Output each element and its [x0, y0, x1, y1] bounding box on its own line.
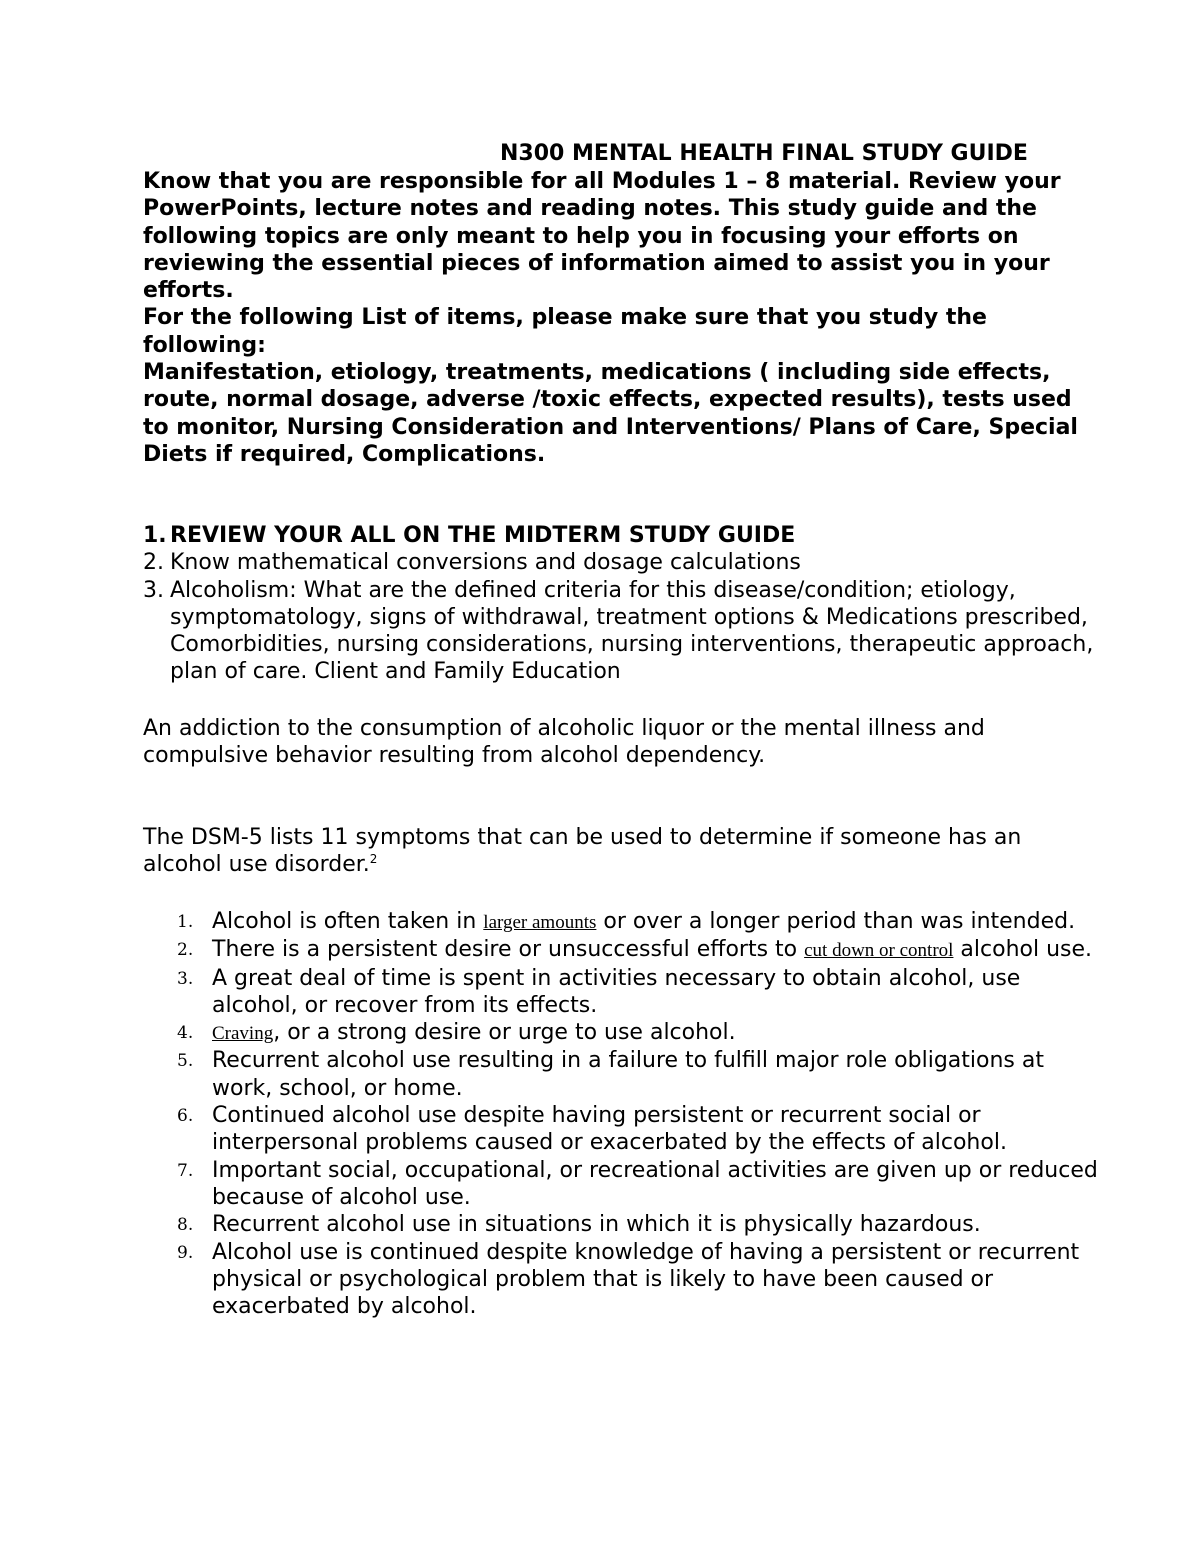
- symptom-number: 1.: [177, 912, 194, 932]
- symptom-number: 5.: [177, 1051, 194, 1072]
- topic-number: 1.: [143, 523, 167, 548]
- symptom-number: 9.: [177, 1242, 194, 1263]
- alcoholism-definition: An addiction to the consumption of alcoholic liquor or the mental illness and compulsive behavior resulting from alcohol dependency.: [143, 716, 985, 769]
- topic-text: REVIEW YOUR ALL ON THE MIDTERM STUDY GUIDE: [170, 523, 796, 548]
- symptom-item: [0, 936, 1100, 964]
- dsm-intro-text: The DSM-5 lists 11 symptoms that can be used to determine if someone has an alcohol use disorder.: [143, 825, 1022, 878]
- symptom-text-post: , or a strong desire or urge to use alcohol.: [273, 1020, 736, 1046]
- symptom-number: 6.: [177, 1106, 194, 1127]
- symptom-item: [0, 965, 1100, 1020]
- document-title: N300 MENTAL HEALTH FINAL STUDY GUIDE: [500, 141, 1028, 166]
- symptom-number: 4.: [177, 1023, 194, 1044]
- symptom-text: Recurrent alcohol use in situations in which it is physically hazardous.: [212, 1212, 981, 1238]
- topic-item: [143, 522, 1103, 549]
- topic-item: [143, 549, 1103, 576]
- symptom-number: 7.: [177, 1160, 194, 1181]
- symptom-number: 2.: [177, 940, 194, 961]
- symptom-link-larger-amounts[interactable]: larger amounts: [483, 912, 597, 933]
- topic-text: Alcoholism: What are the defined criteria for this disease/condition; etiology, symptomatology, signs of withdrawal, treatment options & Medications prescribed, Comorbidities, nursing considerations, nursing interventions, therapeutic approach, plan of care. Client and Family Education: [170, 577, 1094, 685]
- topic-item: [143, 577, 1103, 686]
- symptom-item: [0, 1019, 1100, 1047]
- symptom-text: Important social, occupational, or recreational activities are given up or reduced because of alcohol use.: [212, 1157, 1098, 1210]
- symptom-text: Alcohol use is continued despite knowledge of having a persistent or recurrent physical or psychological problem that is likely to have been caused or exacerbated by alcohol.: [212, 1239, 1080, 1320]
- symptom-item: [0, 1047, 1100, 1102]
- symptom-text: Continued alcohol use despite having persistent or recurrent social or interpersonal problems caused or exacerbated by the effects of alcohol.: [212, 1103, 1007, 1156]
- symptom-text: A great deal of time is spent in activities necessary to obtain alcohol, use alcohol, or recover from its effects.: [212, 965, 1021, 1018]
- intro-paragraph-study-list: For the following List of items, please make sure that you study the following:: [143, 305, 987, 358]
- symptom-text: Recurrent alcohol use resulting in a failure to fulfill major role obligations at work, school, or home.: [212, 1048, 1044, 1101]
- topic-number: 3.: [143, 577, 164, 603]
- symptom-item: [0, 1239, 1100, 1321]
- symptom-text-pre: There is a persistent desire or unsuccessful efforts to: [212, 937, 805, 963]
- symptom-number: 3.: [177, 968, 194, 989]
- symptom-link-cut-down[interactable]: cut down or control: [804, 940, 954, 962]
- dsm-intro: [143, 824, 1103, 879]
- symptom-item: [0, 1157, 1100, 1212]
- dsm-symptoms-list: [0, 908, 1100, 1320]
- symptom-text-post: or over a longer period than was intended.: [596, 909, 1076, 934]
- symptom-text-post: alcohol use.: [953, 937, 1093, 963]
- intro-paragraph-responsibility: Know that you are responsible for all Modules 1 – 8 material. Review your PowerPoints, lecture notes and reading notes. This study guide and the following topics are only meant to help you in focusing your efforts on reviewing the essential pieces of information aimed to assist you in your efforts.: [143, 169, 1061, 304]
- intro-block: [143, 168, 1093, 468]
- symptom-link-craving[interactable]: Craving: [212, 1023, 274, 1045]
- footnote-marker: 2: [369, 852, 378, 867]
- symptom-number: 8.: [177, 1215, 194, 1236]
- symptom-item: [0, 1102, 1100, 1157]
- symptom-text-pre: Alcohol is often taken in: [212, 909, 484, 934]
- topic-number: 2.: [143, 550, 164, 576]
- intro-paragraph-topics: Manifestation, etiology, treatments, medications ( including side effects, route, normal dosage, adverse /toxic effects, expected results), tests used to monitor, Nursing Consideration and Interventions/ Plans of Care, Special Diets if required, Complications.: [143, 360, 1078, 467]
- symptom-item: [0, 1211, 1100, 1238]
- topics-list: [143, 522, 1103, 686]
- symptom-item: [0, 908, 1100, 936]
- topic-text: Know mathematical conversions and dosage calculations: [170, 550, 801, 576]
